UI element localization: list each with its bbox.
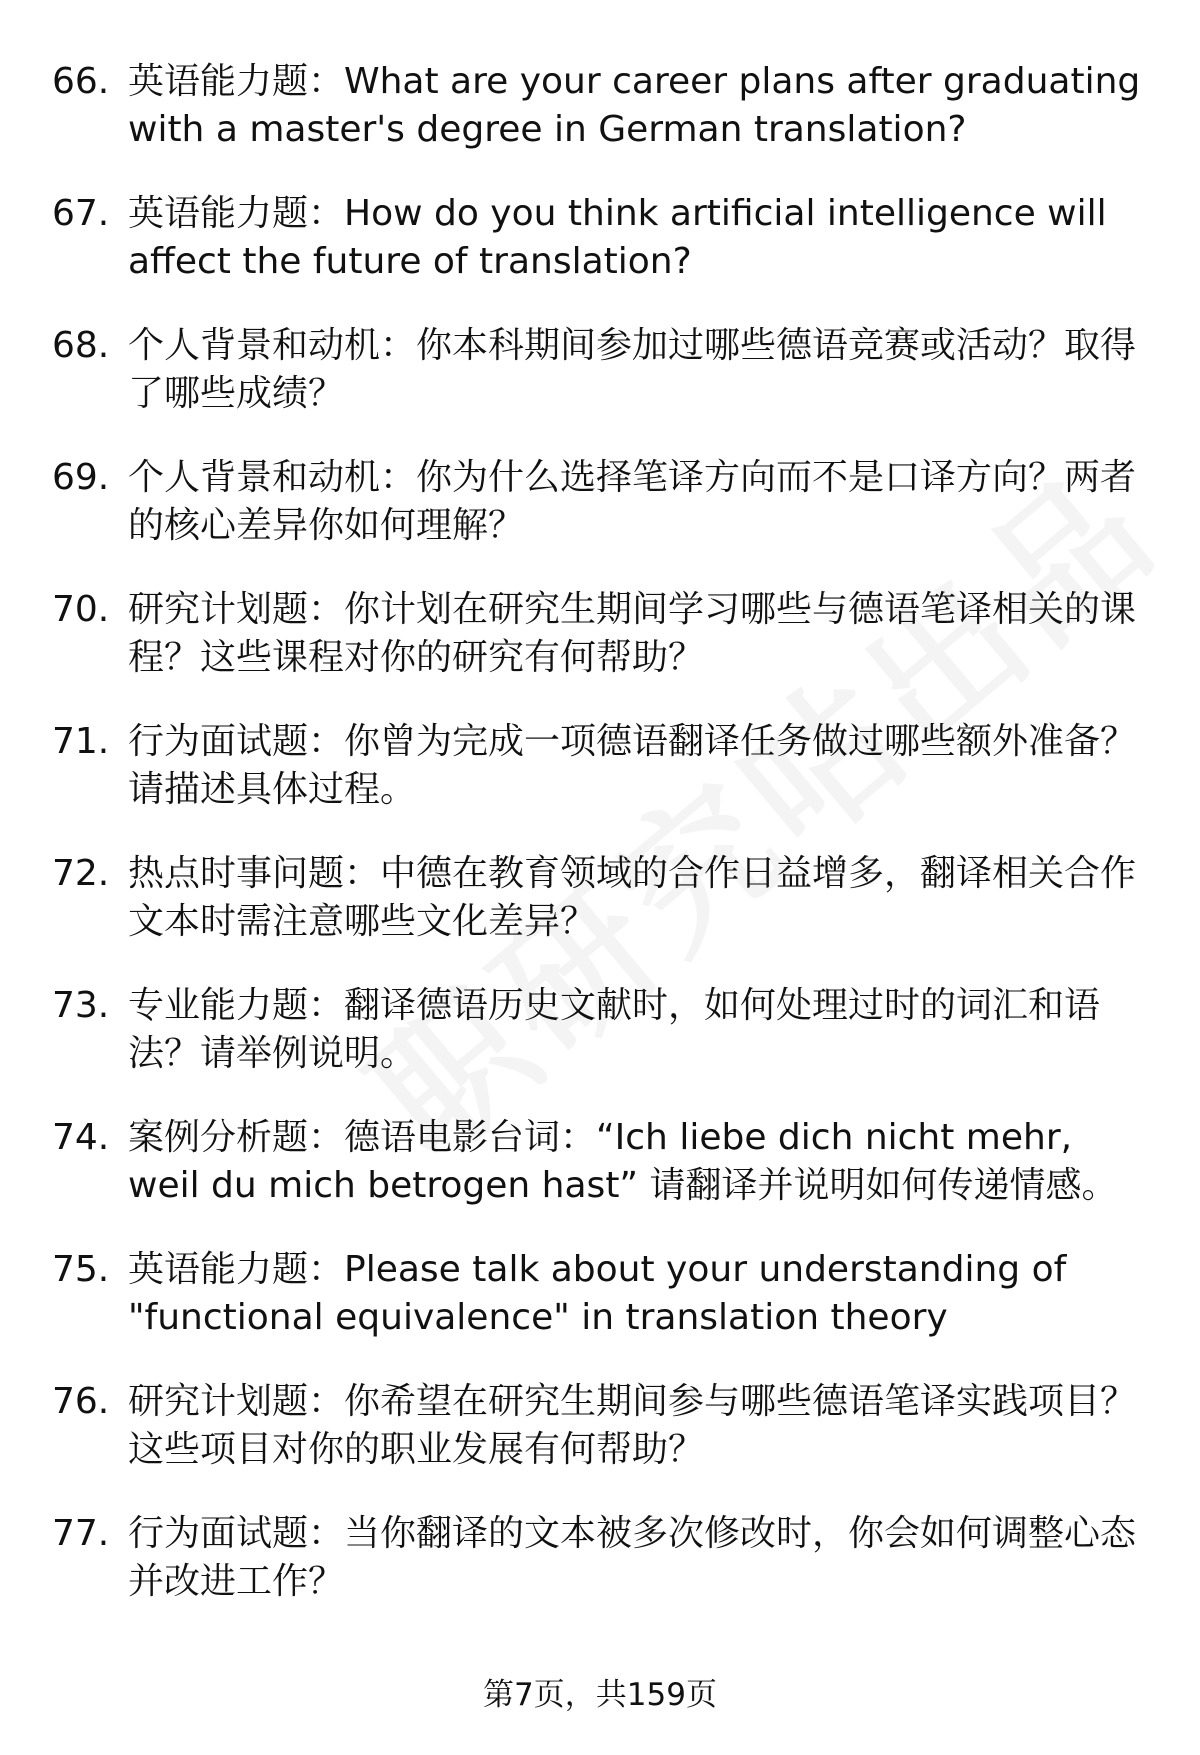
question-text: 个人背景和动机：你本科期间参加过哪些德语竞赛或活动？取得了哪些成绩？ — [128, 325, 1137, 414]
question-text: 研究计划题：你希望在研究生期间参与哪些德语笔译实践项目？这些项目对你的职业发展有何帮助？ — [128, 1381, 1137, 1470]
question-number: 66. — [52, 61, 110, 102]
question-number: 67. — [52, 193, 110, 234]
question-number: 71. — [52, 721, 110, 762]
question-number: 69. — [52, 457, 110, 498]
question-text: 案例分析题：德语电影台词：“Ich liebe dich nicht mehr, weil du mich betrogen hast” 请翻译并说明如何传递情感。 — [128, 1117, 1118, 1206]
question-text: 行为面试题：当你翻译的文本被多次修改时，你会如何调整心态并改进工作？ — [128, 1513, 1137, 1602]
question-number: 72. — [52, 853, 110, 894]
question-text: 专业能力题：翻译德语历史文献时，如何处理过时的词汇和语法？请举例说明。 — [128, 985, 1101, 1074]
question-number: 75. — [52, 1249, 110, 1290]
question-number: 74. — [52, 1117, 110, 1158]
page-footer: 第7页，共159页 — [483, 1677, 717, 1713]
question-text: 英语能力题：How do you think artificial intelligence will affect the future of translation? — [128, 193, 1107, 282]
question-number: 77. — [52, 1513, 110, 1554]
question-item — [0, 312, 1200, 444]
question-item — [0, 1368, 1200, 1500]
question-item — [0, 444, 1200, 576]
question-item — [0, 180, 1200, 312]
question-item — [0, 1500, 1200, 1632]
question-text: 个人背景和动机：你为什么选择笔译方向而不是口译方向？两者的核心差异你如何理解？ — [128, 457, 1137, 546]
question-number: 68. — [52, 325, 110, 366]
question-item — [0, 1104, 1200, 1236]
question-text: 研究计划题：你计划在研究生期间学习哪些与德语笔译相关的课程？这些课程对你的研究有何帮助？ — [128, 589, 1137, 678]
question-number: 70. — [52, 589, 110, 630]
question-text: 英语能力题：What are your career plans after graduating with a master's degree in German translation? — [128, 61, 1141, 150]
question-item — [0, 576, 1200, 708]
question-number: 73. — [52, 985, 110, 1026]
question-list — [0, 48, 1200, 1632]
question-text: 热点时事问题：中德在教育领域的合作日益增多，翻译相关合作文本时需注意哪些文化差异？ — [128, 853, 1137, 942]
question-item — [0, 708, 1200, 840]
question-item — [0, 1236, 1200, 1368]
question-text: 行为面试题：你曾为完成一项德语翻译任务做过哪些额外准备？请描述具体过程。 — [128, 721, 1137, 810]
question-item — [0, 48, 1200, 180]
question-number: 76. — [52, 1381, 110, 1422]
question-item — [0, 972, 1200, 1104]
question-text: 英语能力题：Please talk about your understanding of "functional equivalence" in translation theory — [128, 1249, 1067, 1338]
question-item — [0, 840, 1200, 972]
